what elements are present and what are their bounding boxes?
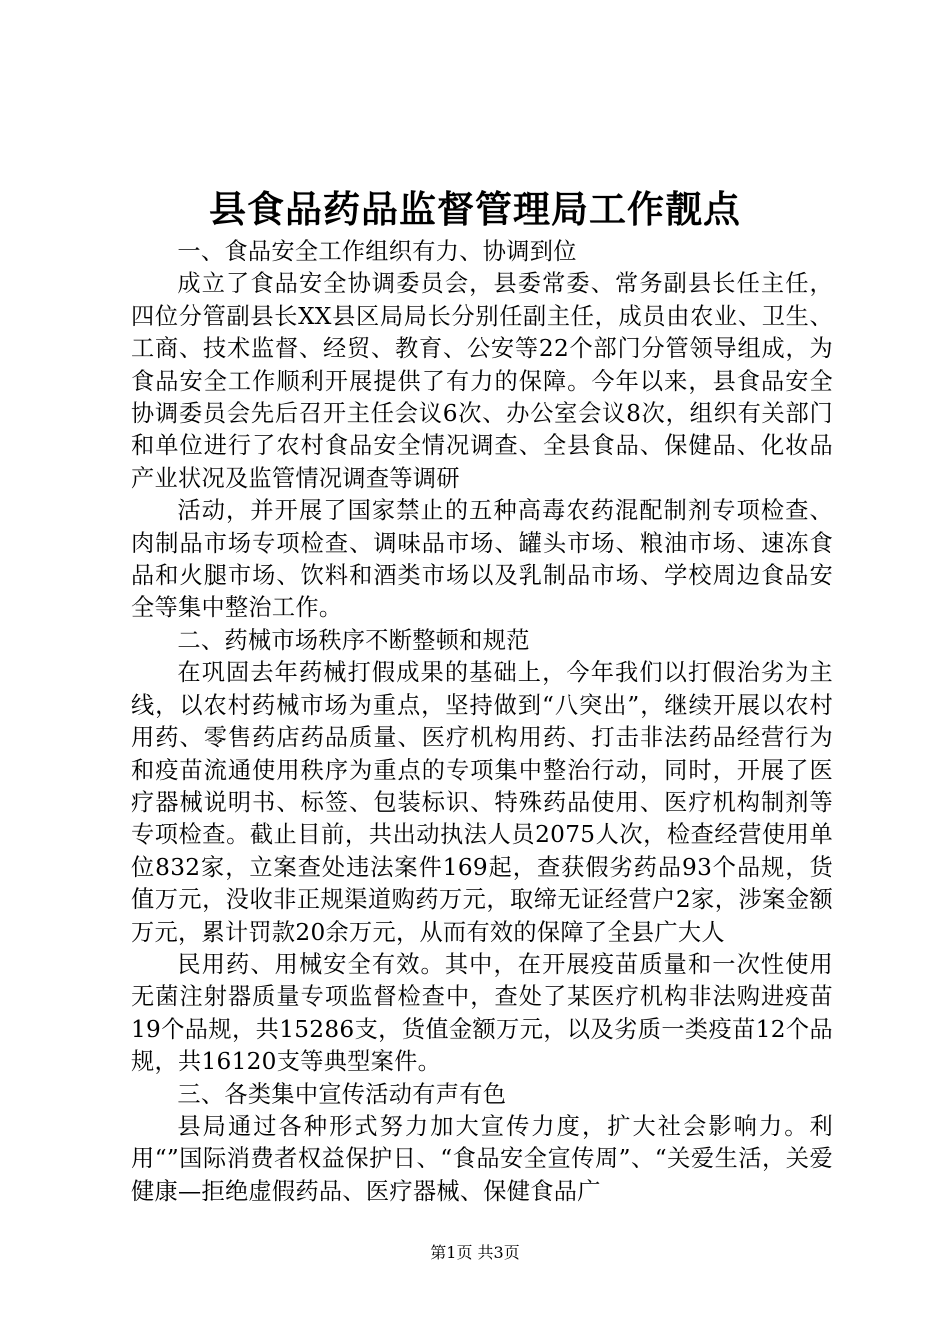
document-body (131, 236, 833, 1208)
paragraph: 在巩固去年药械打假成果的基础上，今年我们以打假治劣为主线，以农村药械市场为重点，坚持做到“八突出”，继续开展以农村用药、零售药店药品质量、医疗机构用药、打击非法药品经营行为和疫苗流通使用秩序为重点的专项集中整治行动，同时，开展了医疗器械说明书、标签、包装标识、特殊药品使用、医疗机构制剂等专项检查。截止目前，共出动执法人员2075人次，检查经营使用单位832家，立案查处违法案件169起，查获假劣药品93个品规，货值万元，没收非正规渠道购药万元，取缔无证经营户2家，涉案金额万元，累计罚款20余万元，从而有效的保障了全县广大人 (131, 659, 833, 946)
document-title: 县食品药品监督管理局工作靓点 (209, 187, 741, 231)
page-footer: 第1页 共3页 (430, 1243, 520, 1262)
section-heading: 一、食品安全工作组织有力、协调到位 (177, 238, 577, 265)
paragraph: 成立了食品安全协调委员会，县委常委、常务副县长任主任，四位分管副县长XX县区局局长分别任副主任，成员由农业、卫生、工商、技术监督、经贸、教育、公安等22个部门分管领导组成，为食品安全工作顺利开展提供了有力的保障。今年以来，县食品安全协调委员会先后召开主任会议6次、办公室会议8次，组织有关部门和单位进行了农村食品安全情况调查、全县食品、保健品、化妆品产业状况及监管情况调查等调研 (131, 270, 833, 492)
section-heading: 二、药械市场秩序不断整顿和规范 (177, 626, 530, 654)
paragraph: 活动，并开展了国家禁止的五种高毒农药混配制剂专项检查、肉制品市场专项检查、调味品市场、罐头市场、粮油市场、速冻食品和火腿市场、饮料和酒类市场以及乳制品市场、学校周边食品安全等集中整治工作。 (131, 497, 833, 622)
section-heading: 三、各类集中宣传活动有声有色 (177, 1080, 507, 1108)
paragraph: 县局通过各种形式努力加大宣传力度，扩大社会影响力。利用“”国际消费者权益保护日、“食品安全宣传周”、“关爱生活，关爱健康—拒绝虚假药品、医疗器械、保健食品广 (131, 1112, 833, 1205)
paragraph: 民用药、用械安全有效。其中，在开展疫苗质量和一次性使用无菌注射器质量专项监督检查中，查处了某医疗机构非法购进疫苗19个品规，共15286支，货值金额万元，以及劣质一类疫苗12个品规，共16120支等典型案件。 (131, 950, 833, 1076)
